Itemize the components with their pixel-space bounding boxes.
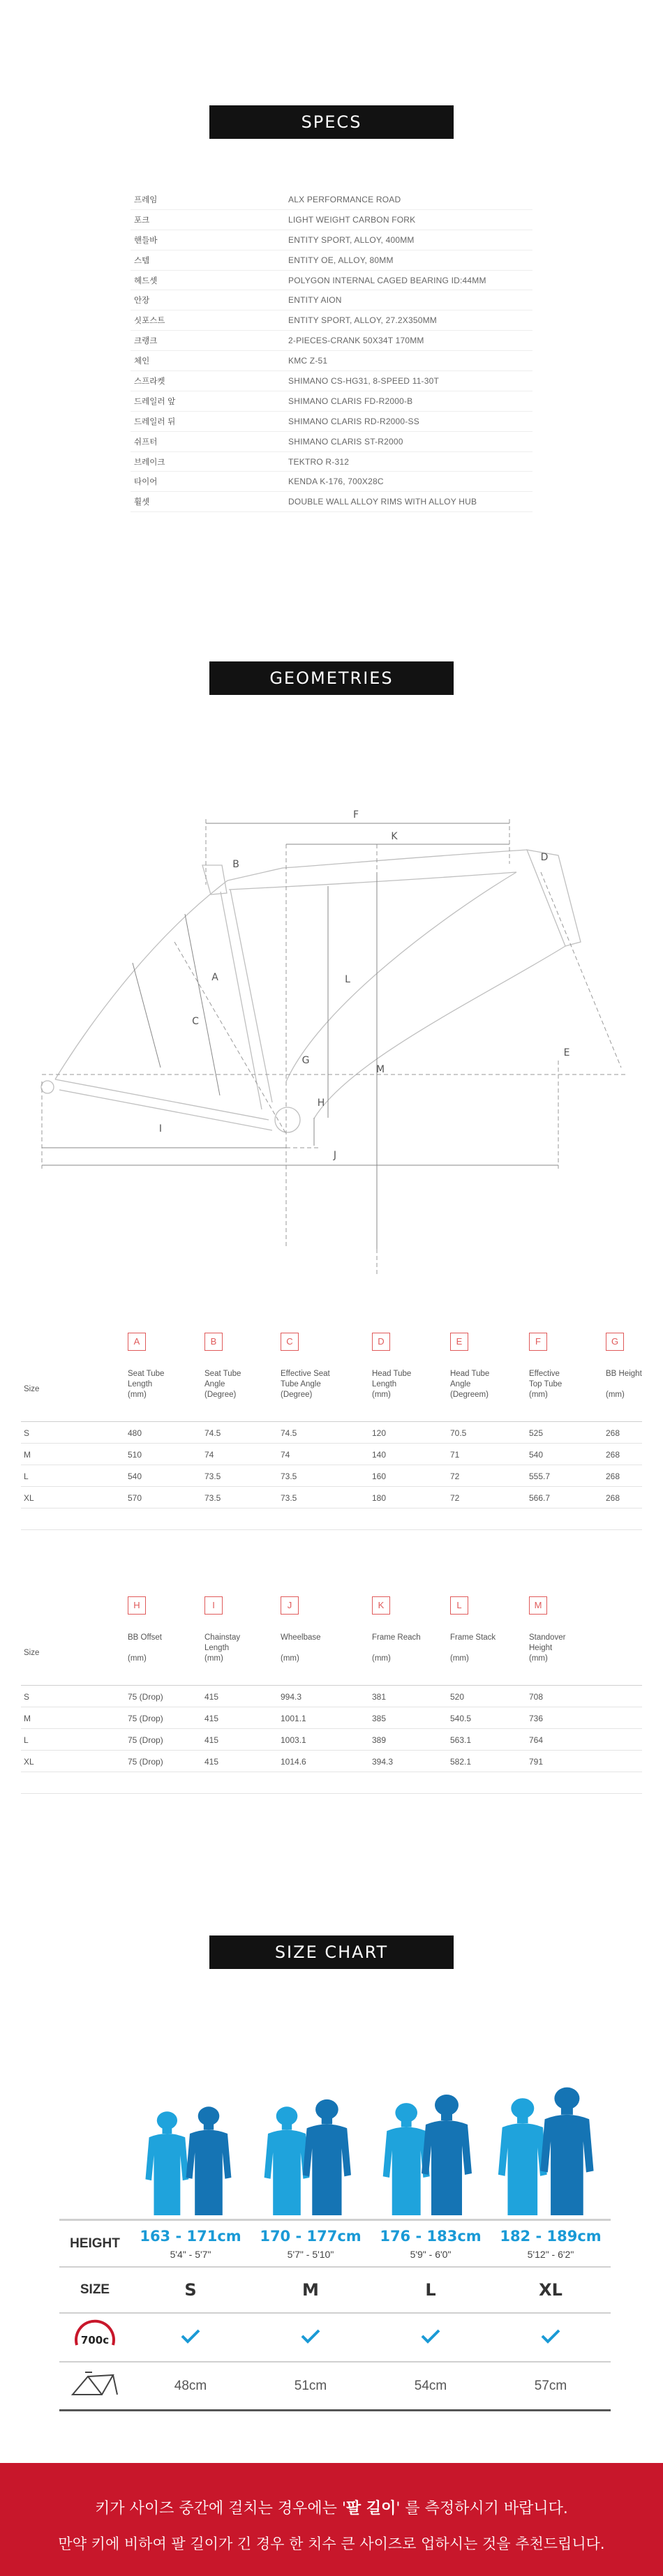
spec-value: ENTITY AION	[288, 295, 342, 306]
rider-silhouette-icon	[540, 2088, 593, 2215]
table-cell: 73.5	[281, 1493, 297, 1503]
column-header: Head Tube Angle (Degreem)	[450, 1370, 490, 1399]
diagram-label-k: K	[391, 831, 398, 842]
spec-row	[131, 412, 532, 432]
diagram-label-d: D	[540, 852, 549, 863]
spec-value: KMC Z-51	[288, 356, 328, 366]
table-cell: 120	[372, 1428, 387, 1438]
frame-size-cell: 51cm	[294, 2378, 327, 2393]
spec-key: 헤드셋	[134, 275, 158, 285]
table-row	[21, 1487, 642, 1508]
table-cell: 389	[372, 1735, 387, 1745]
size-label: SIZE	[80, 2282, 110, 2297]
spec-value: 2-PIECES-CRANK 50X34T 170MM	[288, 336, 424, 346]
table-row	[21, 1686, 642, 1707]
spec-key: 안장	[134, 295, 150, 306]
footer-line-2: 만약 키에 비하여 팔 길이가 긴 경우 한 치수 큰 사이즈로 업하시는 것을 추천드립니다.	[58, 2536, 605, 2552]
row-size: XL	[24, 1757, 34, 1767]
table-cell: 415	[204, 1757, 219, 1767]
spec-key: 싯포스트	[134, 315, 165, 326]
spec-value: LIGHT WEIGHT CARBON FORK	[288, 214, 416, 225]
table-cell: 566.7	[529, 1493, 551, 1503]
column-header: Frame Stack (mm)	[450, 1633, 496, 1663]
seatstay-line	[55, 881, 228, 1079]
diagram-label-g: G	[301, 1055, 310, 1066]
chainstay-lower	[59, 1090, 272, 1130]
spec-key: 핸들바	[134, 234, 158, 245]
spec-key: 포크	[134, 214, 150, 225]
table-cell: 480	[128, 1428, 142, 1438]
spec-key: 드레일러 앞	[134, 396, 176, 406]
size-header: Size	[24, 1649, 40, 1657]
column-letter-badge: B	[204, 1333, 223, 1351]
spec-row	[131, 472, 532, 492]
diagram-label-e: E	[563, 1047, 570, 1058]
table-cell: 520	[450, 1692, 465, 1702]
column-letter-badge: H	[128, 1596, 146, 1615]
column-header: Head Tube Length (mm)	[372, 1370, 412, 1399]
spec-row	[131, 230, 532, 250]
table-cell: 72	[450, 1472, 460, 1481]
table-cell: 73.5	[204, 1472, 221, 1481]
table-row	[21, 1465, 642, 1487]
table-cell: 791	[529, 1757, 544, 1767]
size-cell: L	[425, 2280, 436, 2300]
size-cell: XL	[539, 2280, 563, 2300]
spec-row	[131, 452, 532, 472]
chainstay-upper	[55, 1079, 269, 1120]
height-ft: 5'7" - 5'10"	[287, 2248, 334, 2260]
spec-key: 스템	[134, 255, 150, 265]
column-letter-badge: M	[529, 1596, 547, 1615]
column-letter-badge: E	[450, 1333, 468, 1351]
diagram-label-a: A	[211, 972, 218, 983]
check-icon	[491, 2328, 611, 2347]
table-cell: 570	[128, 1493, 142, 1503]
spec-row	[131, 290, 532, 310]
size-chart-table	[59, 2219, 611, 2411]
frame-size-cell: 57cm	[534, 2378, 567, 2393]
table-cell: 70.5	[450, 1428, 467, 1438]
footer-notice	[0, 2463, 663, 2576]
rear-dropout	[41, 1081, 54, 1093]
seat-tube-rear	[221, 892, 262, 1109]
table-cell: 510	[128, 1450, 142, 1460]
column-header: Chainstay Length (mm)	[204, 1633, 241, 1663]
down-tube-lower	[314, 946, 565, 1118]
table-cell: 540	[128, 1472, 142, 1481]
column-letter-badge: J	[281, 1596, 299, 1615]
column-header: Seat Tube Length (mm)	[128, 1370, 165, 1399]
column-header: Effective Seat Tube Angle (Degree)	[281, 1370, 330, 1399]
table-cell: 394.3	[372, 1757, 394, 1767]
spec-key: 브레이크	[134, 456, 165, 467]
frame-icon	[59, 2367, 131, 2406]
wheel-icon	[59, 2314, 131, 2360]
table-cell: 75 (Drop)	[128, 1714, 163, 1723]
spec-key: 쉬프터	[134, 436, 158, 447]
height-row	[59, 2219, 611, 2268]
spec-value: TEKTRO R-312	[288, 456, 350, 467]
column-letter-badge: C	[281, 1333, 299, 1351]
geometry-table-2	[21, 1596, 642, 1794]
diagram-label-j: J	[333, 1150, 337, 1161]
table-cell: 160	[372, 1472, 387, 1481]
column-letter-badge: F	[529, 1333, 547, 1351]
diagram-label-m: M	[375, 1064, 385, 1075]
spec-value: SHIMANO CLARIS ST-R2000	[288, 436, 403, 447]
row-size: XL	[24, 1493, 34, 1503]
column-header: Wheelbase (mm)	[281, 1633, 321, 1663]
geometries-banner	[209, 661, 454, 695]
rider-silhouettes	[143, 2076, 604, 2215]
spec-row	[131, 250, 532, 271]
height-cm: 170 - 177cm	[260, 2227, 362, 2245]
table-row	[21, 1707, 642, 1729]
rider-silhouette-icon	[303, 2099, 351, 2215]
height-label: HEIGHT	[70, 2236, 120, 2251]
footer-line-1-part-a: 키가 사이즈 중간에 걸치는 경우에는 '	[95, 2500, 346, 2517]
footer-line-1-bold: 팔 길이	[345, 2500, 396, 2517]
row-size: L	[24, 1472, 29, 1481]
column-header: Seat Tube Angle (Degree)	[204, 1370, 241, 1399]
spec-key: 타이어	[134, 477, 158, 487]
table-cell: 1001.1	[281, 1714, 306, 1723]
diagram-label-c: C	[192, 1016, 199, 1027]
spec-key: 체인	[134, 356, 150, 366]
column-header: Frame Reach (mm)	[372, 1633, 421, 1663]
spec-value: ENTITY OE, ALLOY, 80MM	[288, 255, 394, 265]
specs-title: SPECS	[301, 112, 362, 132]
height-cm: 182 - 189cm	[500, 2227, 602, 2245]
size-cell: S	[184, 2280, 197, 2300]
column-letter-badge: A	[128, 1333, 146, 1351]
row-size: S	[24, 1428, 30, 1438]
table-cell: 555.7	[529, 1472, 551, 1481]
table-cell: 415	[204, 1692, 219, 1702]
rider-silhouette-icon	[383, 2103, 430, 2215]
spec-row	[131, 492, 532, 512]
table-cell: 540	[529, 1450, 544, 1460]
table-cell: 71	[450, 1450, 460, 1460]
table-row	[21, 1729, 642, 1751]
size-row	[59, 2268, 611, 2314]
height-cm: 163 - 171cm	[140, 2227, 241, 2245]
spec-value: ALX PERFORMANCE ROAD	[288, 194, 401, 204]
row-size: M	[24, 1450, 31, 1460]
height-ft: 5'4" - 5'7"	[170, 2248, 211, 2260]
diagram-label-h: H	[317, 1098, 325, 1109]
sizechart-title: SIZE CHART	[274, 1942, 389, 1962]
rider-silhouette-icon	[186, 2106, 232, 2215]
table-cell: 708	[529, 1692, 544, 1702]
spec-value: ENTITY SPORT, ALLOY, 27.2X350MM	[288, 315, 437, 326]
top-tube-inner	[229, 872, 516, 890]
table-row	[21, 1422, 642, 1444]
table-cell: 74.5	[204, 1428, 221, 1438]
spec-value: DOUBLE WALL ALLOY RIMS WITH ALLOY HUB	[288, 497, 477, 507]
spec-row	[131, 351, 532, 371]
table-cell: 525	[529, 1428, 544, 1438]
down-tube-upper	[286, 872, 516, 1081]
table-cell: 74.5	[281, 1428, 297, 1438]
column-header: BB Offset (mm)	[128, 1633, 163, 1663]
column-letter-badge: G	[606, 1333, 624, 1351]
rider-silhouette-icon	[498, 2098, 547, 2215]
riders-svg	[143, 2076, 604, 2215]
table-cell: 1003.1	[281, 1735, 306, 1745]
column-header: Effective Top Tube (mm)	[529, 1370, 563, 1399]
spec-key: 스프라켓	[134, 375, 165, 386]
footer-line-1	[0, 2496, 663, 2518]
check-icon	[131, 2328, 251, 2347]
column-letter-badge: I	[204, 1596, 223, 1615]
spec-value: ENTITY SPORT, ALLOY, 400MM	[288, 234, 415, 245]
specs-banner	[209, 105, 454, 139]
table-cell: 180	[372, 1493, 387, 1503]
column-letter-badge: L	[450, 1596, 468, 1615]
spec-row	[131, 432, 532, 452]
table-cell: 75 (Drop)	[128, 1757, 163, 1767]
table-cell: 268	[606, 1472, 620, 1481]
table-cell: 381	[372, 1692, 387, 1702]
table-cell: 385	[372, 1714, 387, 1723]
table-cell: 74	[281, 1450, 290, 1460]
spec-row	[131, 190, 532, 210]
size-cell: M	[302, 2280, 319, 2300]
spec-row	[131, 391, 532, 412]
check-icon	[251, 2328, 371, 2347]
table-cell: 764	[529, 1735, 544, 1745]
spec-row	[131, 371, 532, 391]
spec-value: KENDA K-176, 700X28C	[288, 477, 384, 487]
diagram-label-i: I	[158, 1123, 163, 1135]
table-cell: 415	[204, 1735, 219, 1745]
table-cell: 1014.6	[281, 1757, 306, 1767]
column-letter-badge: D	[372, 1333, 390, 1351]
spec-row	[131, 210, 532, 230]
table-cell: 75 (Drop)	[128, 1692, 163, 1702]
geometry-svg	[28, 733, 635, 1305]
table-cell: 268	[606, 1493, 620, 1503]
diagram-label-f: F	[352, 809, 359, 821]
height-cell	[371, 2228, 491, 2260]
head-tube	[527, 850, 581, 946]
table-cell: 73.5	[281, 1472, 297, 1481]
height-ft: 5'12" - 6'2"	[527, 2248, 574, 2260]
wheel-size-text: 700c	[80, 2334, 110, 2346]
height-ft: 5'9" - 6'0"	[410, 2248, 452, 2260]
wheel-row	[59, 2314, 611, 2362]
size-header: Size	[24, 1385, 40, 1393]
height-cm: 176 - 183cm	[380, 2227, 482, 2245]
table-cell: 268	[606, 1450, 620, 1460]
geometries-title: GEOMETRIES	[269, 668, 394, 688]
rider-silhouette-icon	[265, 2106, 310, 2215]
spec-value: POLYGON INTERNAL CAGED BEARING ID:44MM	[288, 275, 486, 285]
spec-row	[131, 310, 532, 331]
table-row	[21, 1444, 642, 1465]
table-row	[21, 1751, 642, 1772]
table-cell: 268	[606, 1428, 620, 1438]
frame-size-cell: 54cm	[414, 2378, 447, 2393]
sizechart-banner	[209, 1935, 454, 1969]
column-letter-badge: K	[372, 1596, 390, 1615]
table-cell: 563.1	[450, 1735, 472, 1745]
footer-line-1-part-c: ' 를 측정하시기 바랍니다.	[396, 2500, 568, 2517]
frame-size-cell: 48cm	[174, 2378, 207, 2393]
table-cell: 140	[372, 1450, 387, 1460]
height-cell	[251, 2228, 371, 2260]
spec-value: SHIMANO CLARIS RD-R2000-SS	[288, 416, 419, 426]
height-cell	[491, 2228, 611, 2260]
table-cell: 415	[204, 1714, 219, 1723]
row-size: L	[24, 1735, 29, 1745]
table-cell: 582.1	[450, 1757, 472, 1767]
seat-tube-front	[230, 890, 272, 1102]
column-header: BB Height (mm)	[606, 1370, 642, 1399]
bike-geometry-diagram	[28, 733, 635, 1305]
diagram-label-l: L	[345, 974, 350, 985]
table-cell: 736	[529, 1714, 544, 1723]
table-cell: 74	[204, 1450, 214, 1460]
spec-key: 휠셋	[134, 497, 150, 507]
table-cell: 994.3	[281, 1692, 302, 1702]
diagram-label-b: B	[232, 859, 239, 870]
row-size: S	[24, 1692, 30, 1702]
spec-key: 크랭크	[134, 336, 158, 346]
rider-silhouette-icon	[422, 2095, 472, 2215]
spec-value: SHIMANO CS-HG31, 8-SPEED 11-30T	[288, 375, 440, 386]
table-cell: 540.5	[450, 1714, 472, 1723]
spec-value: SHIMANO CLARIS FD-R2000-B	[288, 396, 413, 406]
spec-key: 프레임	[134, 194, 158, 204]
spec-row	[131, 271, 532, 291]
row-size: M	[24, 1714, 31, 1723]
height-cell	[131, 2228, 251, 2260]
column-header: Standover Height (mm)	[529, 1633, 566, 1663]
geometry-table-1	[21, 1333, 642, 1530]
table-cell: 72	[450, 1493, 460, 1503]
frame-row	[59, 2362, 611, 2411]
specs-table	[131, 190, 532, 512]
check-icon	[371, 2328, 491, 2347]
bottom-bracket	[275, 1107, 300, 1132]
table-cell: 75 (Drop)	[128, 1735, 163, 1745]
spec-key: 드레일러 뒤	[134, 416, 176, 426]
table-cell: 73.5	[204, 1493, 221, 1503]
spec-row	[131, 331, 532, 351]
rider-silhouette-icon	[145, 2111, 188, 2215]
